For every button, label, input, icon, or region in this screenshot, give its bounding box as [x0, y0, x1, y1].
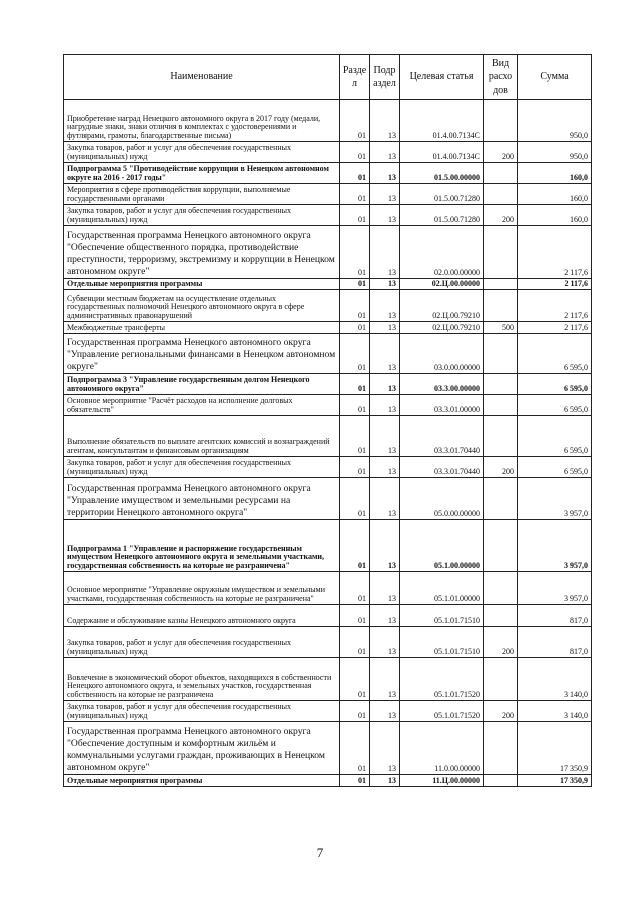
- cell-summa: 17 350,9: [518, 722, 592, 775]
- cell-name: Государственная программа Ненецкого автономного округа "Обеспечение доступным и комфортным жильём и коммунальными услугами граждан, проживающих в Ненецком автономном округе": [64, 722, 340, 775]
- cell-name: Мероприятия в сфере противодействия коррупции, выполняемые государственными органами: [64, 184, 340, 205]
- cell-razdel: 01: [340, 374, 370, 395]
- header-summa: Сумма: [518, 55, 592, 100]
- cell-statya: 02.Ц.00.79210: [400, 290, 484, 322]
- cell-podrazdel: 13: [370, 395, 400, 416]
- table-row: [64, 100, 592, 142]
- cell-statya: 03.3.00.00000: [400, 374, 484, 395]
- cell-podrazdel: 13: [370, 722, 400, 775]
- cell-name: Закупка товаров, работ и услуг для обеспечения государственных (муниципальных) нужд: [64, 457, 340, 478]
- cell-summa: 3 140,0: [518, 701, 592, 722]
- cell-summa: 17 350,9: [518, 775, 592, 787]
- cell-vid: [484, 416, 518, 457]
- table-row: [64, 279, 592, 290]
- cell-summa: 2 117,6: [518, 290, 592, 322]
- cell-statya: 11.0.00.00000: [400, 722, 484, 775]
- cell-vid: 200: [484, 627, 518, 658]
- cell-razdel: 01: [340, 395, 370, 416]
- cell-vid: [484, 184, 518, 205]
- cell-statya: 05.1.01.71510: [400, 605, 484, 627]
- table-row: [64, 163, 592, 184]
- table-row: [64, 701, 592, 722]
- cell-name: Содержание и обслуживание казны Ненецкого автономного округа: [64, 605, 340, 627]
- cell-razdel: 01: [340, 322, 370, 334]
- cell-summa: 3 957,0: [518, 572, 592, 605]
- cell-vid: 200: [484, 205, 518, 226]
- cell-name: Основное мероприятие "Расчёт расходов на исполнение долговых обязательств": [64, 395, 340, 416]
- cell-name: Подпрограмма 5 "Противодействие коррупции в Ненецком автономном округе на 2016 - 2017 годы": [64, 163, 340, 184]
- cell-vid: [484, 226, 518, 279]
- cell-statya: 05.1.01.00000: [400, 572, 484, 605]
- cell-summa: 6 595,0: [518, 334, 592, 374]
- cell-vid: [484, 572, 518, 605]
- cell-summa: 2 117,6: [518, 226, 592, 279]
- table-row: [64, 572, 592, 605]
- cell-summa: 160,0: [518, 184, 592, 205]
- table-row: [64, 205, 592, 226]
- cell-razdel: 01: [340, 100, 370, 142]
- cell-summa: 160,0: [518, 205, 592, 226]
- table-row: [64, 722, 592, 775]
- cell-summa: 6 595,0: [518, 374, 592, 395]
- cell-razdel: 01: [340, 184, 370, 205]
- cell-statya: 03.3.01.70440: [400, 416, 484, 457]
- cell-name: Межбюджетные трансферты: [64, 322, 340, 334]
- header-statya: Целевая статья: [400, 55, 484, 100]
- cell-summa: 2 117,6: [518, 322, 592, 334]
- header-podrazdel: Подр аздел: [370, 55, 400, 100]
- table-body: [64, 100, 592, 787]
- cell-statya: 03.3.01.70440: [400, 457, 484, 478]
- cell-razdel: 01: [340, 205, 370, 226]
- table-row: [64, 627, 592, 658]
- cell-summa: 3 957,0: [518, 520, 592, 572]
- table-row: [64, 226, 592, 279]
- cell-summa: 6 595,0: [518, 416, 592, 457]
- cell-name: Отдельные мероприятия программы: [64, 279, 340, 290]
- cell-summa: 950,0: [518, 100, 592, 142]
- cell-podrazdel: 13: [370, 100, 400, 142]
- cell-razdel: 01: [340, 701, 370, 722]
- table-row: [64, 775, 592, 787]
- table-row: [64, 457, 592, 478]
- cell-vid: [484, 279, 518, 290]
- cell-vid: [484, 163, 518, 184]
- cell-razdel: 01: [340, 226, 370, 279]
- cell-razdel: 01: [340, 334, 370, 374]
- cell-summa: 817,0: [518, 605, 592, 627]
- table-row: [64, 416, 592, 457]
- cell-podrazdel: 13: [370, 478, 400, 520]
- cell-razdel: 01: [340, 605, 370, 627]
- cell-name: Государственная программа Ненецкого автономного округа "Управление региональными финансами в Ненецком автономном округе": [64, 334, 340, 374]
- cell-razdel: 01: [340, 457, 370, 478]
- cell-podrazdel: 13: [370, 205, 400, 226]
- cell-name: Выполнение обязательств по выплате агентских комиссий и вознаграждений агентам, консультантам и финансовым организациям: [64, 416, 340, 457]
- cell-razdel: 01: [340, 572, 370, 605]
- cell-podrazdel: 13: [370, 374, 400, 395]
- header-vid: Вид расхо дов: [484, 55, 518, 100]
- cell-statya: 02.0.00.00000: [400, 226, 484, 279]
- cell-vid: [484, 290, 518, 322]
- cell-name: Закупка товаров, работ и услуг для обеспечения государственных (муниципальных) нужд: [64, 205, 340, 226]
- cell-podrazdel: 13: [370, 658, 400, 701]
- cell-name: Закупка товаров, работ и услуг для обеспечения государственных (муниципальных) нужд: [64, 627, 340, 658]
- cell-name: Основное мероприятие "Управление окружным имуществом и земельными участками, государственная собственность на которые не разграничена": [64, 572, 340, 605]
- cell-vid: [484, 520, 518, 572]
- cell-podrazdel: 13: [370, 701, 400, 722]
- cell-podrazdel: 13: [370, 322, 400, 334]
- budget-table: [63, 54, 592, 787]
- table-header-row: [64, 55, 592, 100]
- cell-vid: [484, 100, 518, 142]
- cell-vid: 200: [484, 457, 518, 478]
- cell-podrazdel: 13: [370, 775, 400, 787]
- cell-statya: 01.5.00.71280: [400, 205, 484, 226]
- cell-statya: 02.Ц.00.00000: [400, 279, 484, 290]
- cell-podrazdel: 13: [370, 290, 400, 322]
- table-row: [64, 142, 592, 163]
- cell-razdel: 01: [340, 775, 370, 787]
- cell-podrazdel: 13: [370, 520, 400, 572]
- cell-vid: [484, 334, 518, 374]
- cell-statya: 05.0.00.00000: [400, 478, 484, 520]
- cell-vid: 500: [484, 322, 518, 334]
- cell-vid: [484, 658, 518, 701]
- cell-statya: 11.Ц.00.00000: [400, 775, 484, 787]
- page-number: 7: [316, 845, 324, 860]
- table-row: [64, 374, 592, 395]
- cell-statya: 03.3.01.00000: [400, 395, 484, 416]
- cell-statya: 03.0.00.00000: [400, 334, 484, 374]
- table-row: [64, 658, 592, 701]
- cell-razdel: 01: [340, 722, 370, 775]
- table-row: [64, 478, 592, 520]
- cell-name: Государственная программа Ненецкого автономного округа "Обеспечение общественного порядка, противодействие преступности, терроризму, экстремизму и коррупции в Ненецком автономном округе": [64, 226, 340, 279]
- cell-statya: 05.1.01.71520: [400, 701, 484, 722]
- cell-podrazdel: 13: [370, 572, 400, 605]
- cell-name: Подпрограмма 1 "Управление и распоряжение государственным имуществом Ненецкого автономного округа и земельными участками, государственная собственность на которые не разграничена": [64, 520, 340, 572]
- cell-vid: [484, 478, 518, 520]
- cell-statya: 05.1.00.00000: [400, 520, 484, 572]
- cell-razdel: 01: [340, 627, 370, 658]
- cell-podrazdel: 13: [370, 605, 400, 627]
- cell-summa: 3 140,0: [518, 658, 592, 701]
- cell-razdel: 01: [340, 290, 370, 322]
- cell-razdel: 01: [340, 279, 370, 290]
- cell-podrazdel: 13: [370, 226, 400, 279]
- cell-statya: 05.1.01.71520: [400, 658, 484, 701]
- cell-name: Субвенции местным бюджетам на осуществление отдельных государственных полномочий Ненецкого автономного округа в сфере административных правонарушений: [64, 290, 340, 322]
- cell-name: Отдельные мероприятия программы: [64, 775, 340, 787]
- cell-podrazdel: 13: [370, 184, 400, 205]
- cell-statya: 01.5.00.00000: [400, 163, 484, 184]
- cell-statya: 02.Ц.00.79210: [400, 322, 484, 334]
- cell-vid: [484, 374, 518, 395]
- table-row: [64, 290, 592, 322]
- cell-summa: 3 957,0: [518, 478, 592, 520]
- header-name: Наименование: [64, 55, 340, 100]
- cell-statya: 01.4.00.7134C: [400, 142, 484, 163]
- cell-summa: 2 117,6: [518, 279, 592, 290]
- table-row: [64, 334, 592, 374]
- cell-summa: 6 595,0: [518, 457, 592, 478]
- cell-vid: [484, 722, 518, 775]
- header-razdel: Разде л: [340, 55, 370, 100]
- cell-razdel: 01: [340, 416, 370, 457]
- cell-summa: 160,0: [518, 163, 592, 184]
- cell-vid: 200: [484, 142, 518, 163]
- cell-razdel: 01: [340, 142, 370, 163]
- cell-razdel: 01: [340, 658, 370, 701]
- table-row: [64, 322, 592, 334]
- cell-name: Закупка товаров, работ и услуг для обеспечения государственных (муниципальных) нужд: [64, 142, 340, 163]
- cell-name: Закупка товаров, работ и услуг для обеспечения государственных (муниципальных) нужд: [64, 701, 340, 722]
- cell-statya: 05.1.01.71510: [400, 627, 484, 658]
- table-row: [64, 605, 592, 627]
- cell-razdel: 01: [340, 478, 370, 520]
- cell-summa: 950,0: [518, 142, 592, 163]
- cell-name: Вовлечение в экономический оборот объектов, находящихся в собственности Ненецкого автономного округа, и земельных участков, государственная собственность на которые не разграничена: [64, 658, 340, 701]
- cell-vid: [484, 775, 518, 787]
- cell-podrazdel: 13: [370, 457, 400, 478]
- cell-vid: 200: [484, 701, 518, 722]
- cell-name: Государственная программа Ненецкого автономного округа "Управление имуществом и земельными ресурсами на территории Ненецкого автономного округа": [64, 478, 340, 520]
- cell-name: Подпрограмма 3 "Управление государственным долгом Ненецкого автономного округа": [64, 374, 340, 395]
- cell-razdel: 01: [340, 163, 370, 184]
- cell-statya: 01.4.00.7134C: [400, 100, 484, 142]
- cell-razdel: 01: [340, 520, 370, 572]
- cell-statya: 01.5.00.71280: [400, 184, 484, 205]
- cell-podrazdel: 13: [370, 334, 400, 374]
- table-row: [64, 520, 592, 572]
- cell-vid: [484, 395, 518, 416]
- cell-podrazdel: 13: [370, 142, 400, 163]
- cell-summa: 817,0: [518, 627, 592, 658]
- cell-podrazdel: 13: [370, 627, 400, 658]
- table-row: [64, 395, 592, 416]
- cell-podrazdel: 13: [370, 163, 400, 184]
- cell-summa: 6 595,0: [518, 395, 592, 416]
- cell-name: Приобретение наград Ненецкого автономного округа в 2017 году (медали, нагрудные знаки, знаки отличия в комплектах с удостоверениями и футлярами, грамоты, благодарственные письма): [64, 100, 340, 142]
- table-row: [64, 184, 592, 205]
- cell-podrazdel: 13: [370, 416, 400, 457]
- cell-podrazdel: 13: [370, 279, 400, 290]
- cell-vid: [484, 605, 518, 627]
